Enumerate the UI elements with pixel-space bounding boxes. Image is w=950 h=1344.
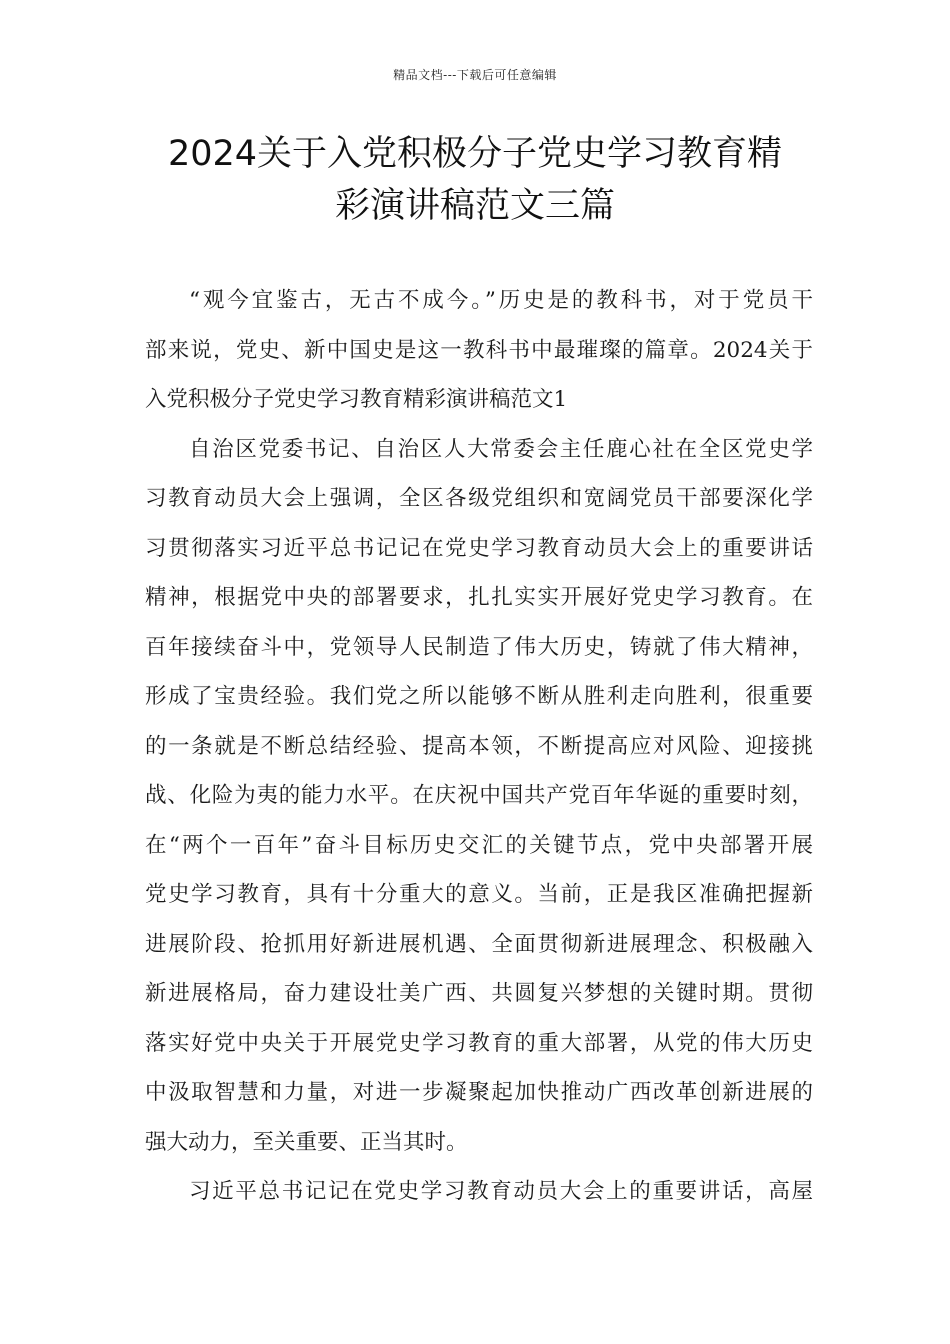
header-note: 精品文档---下载后可任意编辑	[393, 68, 557, 82]
text-line: 习贯彻落实习近平总书记记在党史学习教育动员大会上的重要讲话	[145, 535, 813, 561]
text-line: 强大动力，至关重要、正当其时。	[145, 1129, 468, 1155]
text-line: 形成了宝贵经验。我们党之所以能够不断从胜利走向胜利，很重要	[145, 684, 813, 709]
text-line: 在“两个一百年”奋斗目标历史交汇的关键节点，党中央部署开展	[145, 832, 813, 858]
text-line: 中汲取智慧和力量，对进一步凝聚起加快推动广西改革创新进展的	[145, 1080, 813, 1105]
paragraph-intro	[145, 276, 813, 425]
text-line: 入党积极分子党史学习教育精彩演讲稿范文1	[145, 387, 568, 412]
text-line: 习教育动员大会上强调，全区各级党组织和宽阔党员干部要深化学	[145, 486, 813, 511]
text-line: 自治区党委书记、自治区人大常委会主任鹿心社在全区党史学	[189, 436, 813, 462]
text-line: 新进展格局，奋力建设壮美广西、共圆复兴梦想的关键时期。贯彻	[145, 981, 813, 1006]
title-line: 彩演讲稿范文三篇	[334, 186, 615, 226]
text-line: 党史学习教育，具有十分重大的意义。当前，正是我区准确把握新	[145, 882, 813, 907]
text-line: 百年接续奋斗中，党领导人民制造了伟大历史，铸就了伟大精神，	[145, 634, 813, 660]
text-line: 落实好党中央关于开展党史学习教育的重大部署，从党的伟大历史	[145, 1030, 813, 1056]
document-body	[145, 276, 813, 1217]
text-line: 精神，根据党中央的部署要求，扎扎实实开展好党史学习教育。在	[145, 585, 813, 610]
paragraph-main	[145, 425, 813, 1168]
paragraph-continued	[145, 1167, 813, 1217]
text-line: 战、化险为夷的能力水平。在庆祝中国共产党百年华诞的重要时刻，	[145, 783, 813, 808]
text-line: 习近平总书记记在党史学习教育动员大会上的重要讲话，高屋	[189, 1179, 813, 1204]
text-line: 部来说，党史、新中国史是这一教科书中最璀璨的篇章。2024关于	[145, 337, 813, 363]
title-line: 2024关于入党积极分子党史学习教育精	[167, 134, 783, 174]
text-line: “观今宜鉴古，无古不成今。”历史是的教科书，对于党员干	[189, 288, 813, 313]
text-line: 进展阶段、抢抓用好新进展机遇、全面贯彻新进展理念、积极融入	[145, 931, 813, 957]
document-title	[120, 128, 830, 232]
text-line: 的一条就是不断总结经验、提高本领，不断提高应对风险、迎接挑	[145, 733, 813, 759]
